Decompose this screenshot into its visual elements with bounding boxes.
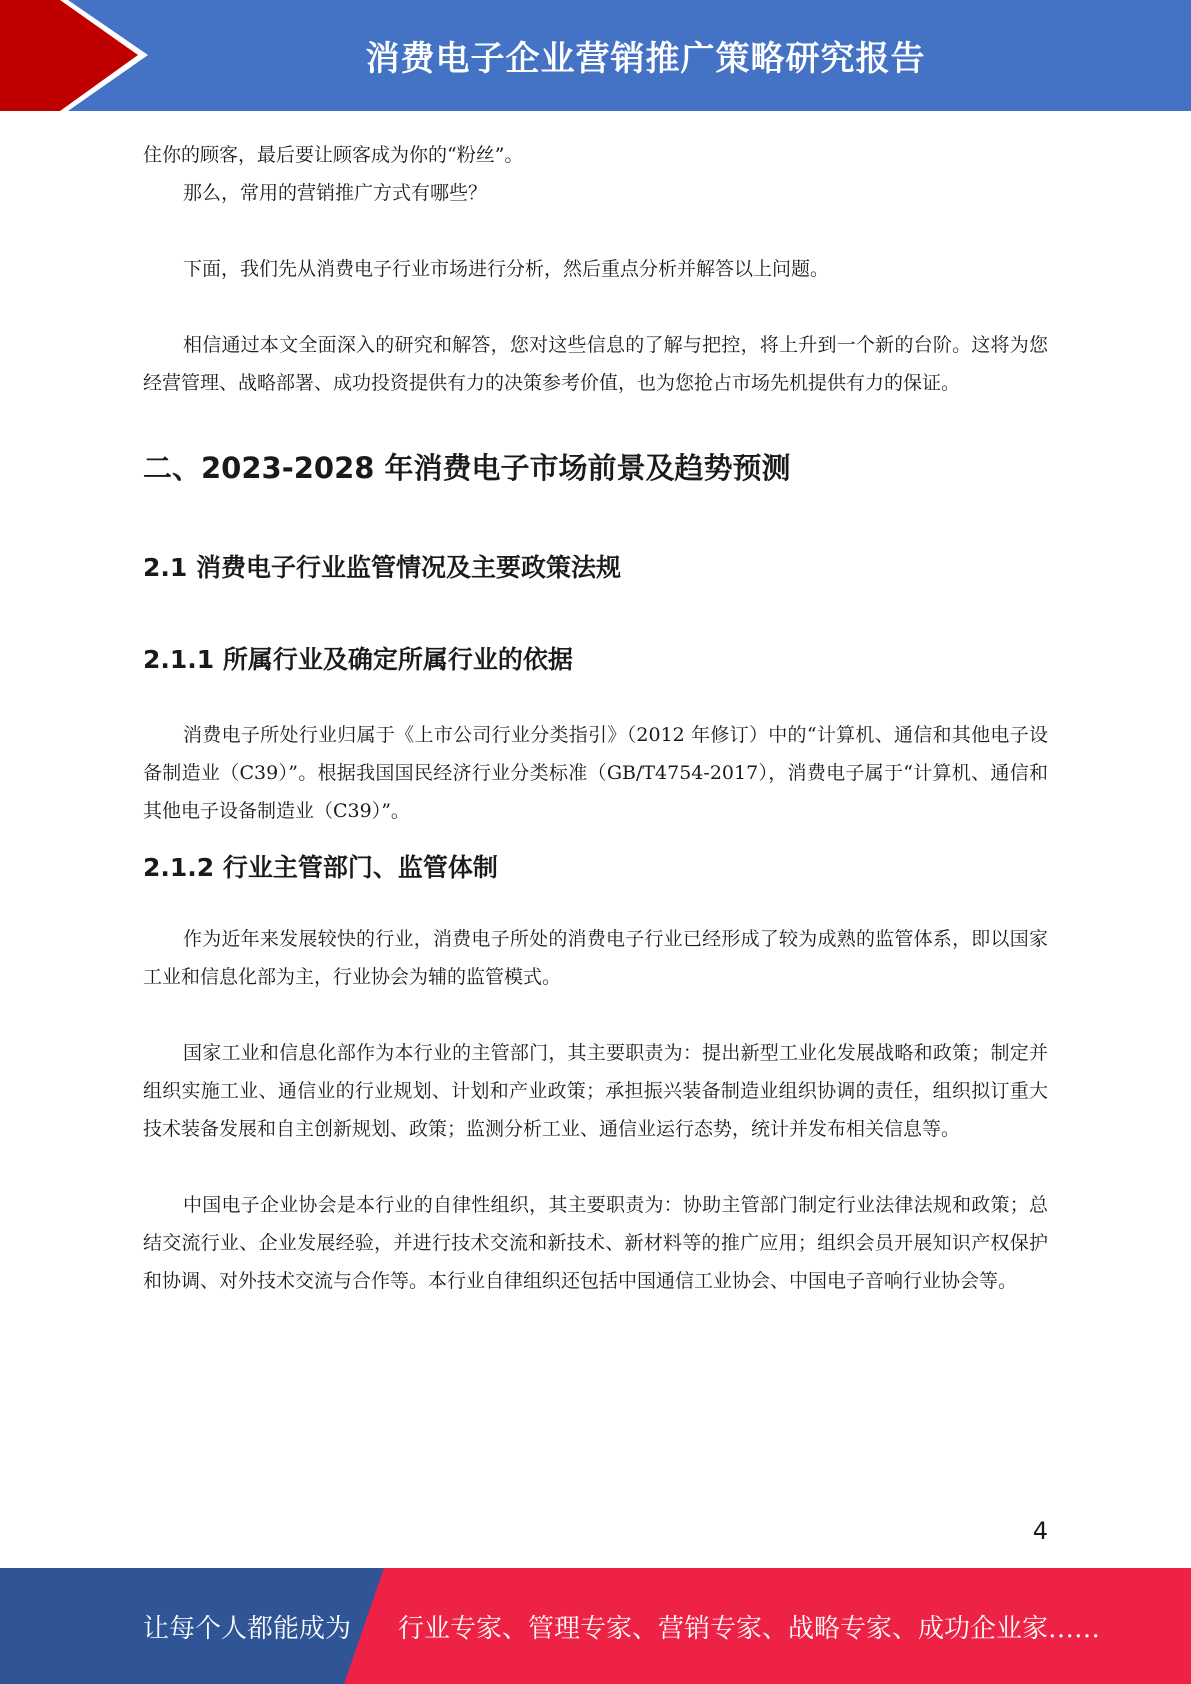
footer-slogan-left: 让每个人都能成为 [143,1613,352,1644]
paragraph-8: 中国电子企业协会是本行业的自律性组织，其主要职责为：协助主管部门制定行业法律法规和政策；总结交流行业、企业发展经验，并进行技术交流和新技术、新材料等的推广应用；组织会员开展知识产权保护和协调、对外技术交流与合作等。本行业自律组织还包括中国通信工业协会、中国电子音响行业协会等。 [143,1194,1048,1292]
paragraph-1: 住你的顾客，最后要让顾客成为你的“粉丝”。 [143,144,524,166]
header-banner [0,0,1191,111]
footer-slogan-right: 行业专家、管理专家、营销专家、战略专家、成功企业家…… [398,1613,1101,1644]
footer-banner [0,1568,1191,1684]
paragraph-7: 国家工业和信息化部作为本行业的主管部门，其主要职责为：提出新型工业化发展战略和政策；制定并组织实施工业、通信业的行业规划、计划和产业政策；承担振兴装备制造业组织协调的责任，组织拟订重大技术装备发展和自主创新规划、政策；监测分析工业、通信业运行态势，统计并发布相关信息等。 [143,1042,1048,1140]
section-heading: 二、2023-2028 年消费电子市场前景及趋势预测 [143,451,791,485]
subsection-heading-2-1-2: 2.1.2 行业主管部门、监管体制 [143,853,498,882]
paragraph-6: 作为近年来发展较快的行业，消费电子所处的消费电子行业已经形成了较为成熟的监管体系，即以国家工业和信息化部为主，行业协会为辅的监管模式。 [143,928,1048,988]
page-number: 4 [1032,1517,1048,1545]
paragraph-2: 那么，常用的营销推广方式有哪些？ [183,182,488,204]
document-body [143,136,1048,1300]
paragraph-5: 消费电子所处行业归属于《上市公司行业分类指引》（2012 年修订）中的“计算机、通信和其他电子设备制造业（C39）”。根据我国国民经济行业分类标准（GB/T4754-2017），消费电子属于“计算机、通信和其他电子设备制造业（C39）”。 [143,724,1048,822]
paragraph-3: 下面，我们先从消费电子行业市场进行分析，然后重点分析并解答以上问题。 [183,258,830,280]
report-title: 消费电子企业营销推广策略研究报告 [365,39,926,79]
paragraph-4: 相信通过本文全面深入的研究和解答，您对这些信息的了解与把控，将上升到一个新的台阶。这将为您经营管理、战略部署、成功投资提供有力的决策参考价值，也为您抢占市场先机提供有力的保证。 [143,334,1048,394]
subsection-heading-2-1: 2.1 消费电子行业监管情况及主要政策法规 [143,553,621,582]
subsection-heading-2-1-1: 2.1.1 所属行业及确定所属行业的依据 [143,645,573,674]
